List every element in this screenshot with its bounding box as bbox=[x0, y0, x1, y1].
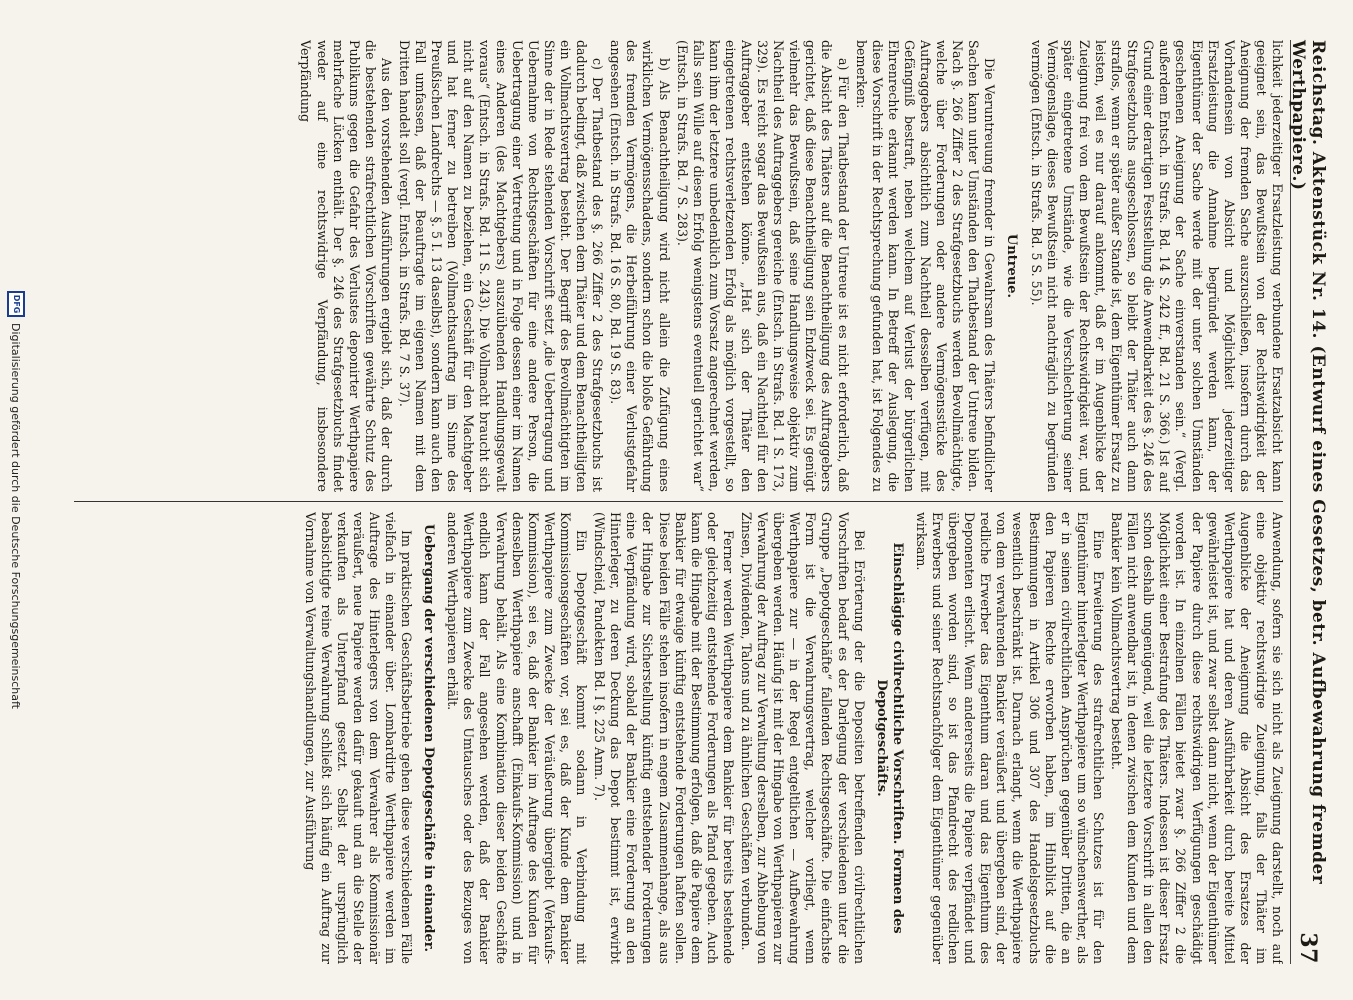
paragraph: Anwendung, sofern sie sich nicht als Zueignung darstellt, noch auf eine objektiv rechtswidrige Zueignung, falls der Thäter im Augenblicke der Aneignung die Absicht des Ersatzes der Werthpapiere hat und deren Ausführbarkeit durch bereite Mittel gewährleistet ist, und zwar selbst dann nicht, wenn der Eigenthümer der Papiere durch diese rechtswidrigen Verfügungen geschädigt worden ist. In einzelnen Fällen bietet zwar §. 266 Ziffer 2 die Möglichkeit einer Bestrafung des Thäters. Indessen ist dieser Ersatz schon deshalb ungenügend, weil die letztere Vorschrift in allen den Fällen nicht anwendbar ist, in denen zwischen dem Kunden und dem Bankier kein Vollmachtsvertrag besteht. bbox=[1109, 512, 1285, 964]
page-header bbox=[1288, 40, 1328, 964]
paragraph: Eine Erweiterung des strafrechtlichen Schutzes ist für den Eigenthümer hinterlegter Werthpapiere um so wünschenswerther, als er in seinen civilrechtlichen Ansprüchen gegenüber Dritten, die an den Papieren Rechte erworben haben, im Hinblick auf die Bestimmungen in Artikel 306 und 307 des Handelsgesetzbuchs wesentlich beschränkt ist. Darnach erlangt, wenn die Werthpapiere von dem verwahrenden Bankier veräußert und übergeben sind, der redliche Erwerber das Eigenthum daran und das Eigenthum des Deponenten erlischt. Wenn andererseits die Papiere verpfändet und übergeben worden sind, so ist das Pfandrecht des redlichen Erwerbers und seiner Rechtsnachfolger dem Eigenthümer gegenüber wirksam. bbox=[913, 512, 1106, 964]
paragraph: Ein Depotgeschäft kommt sodann in Verbindung mit Kommissionsgeschäften vor, sei es, daß der Kunde dem Bankier Werthpapiere zum Zwecke der Veräußerung übergiebt (Verkaufs-Kommission), sei es, daß der Bankier im Auftrage des Kunden für denselben Werthpapiere anschafft (Einkaufs-Kommission) und in Verwahrung behält. Als eine Kombination dieser beiden Geschäfte endlich kann der Fall angesehen werden, daß der Bankier Werthpapiere zum Zwecke des Umtausches oder des Bezuges von anderen Werthpapieren erhält. bbox=[445, 512, 590, 964]
section-heading-untreue: Untreue. bbox=[1004, 233, 1020, 299]
running-title: Reichstag. Aktenstück Nr. 14. (Entwurf eines Gesetzes, betr. Aufbewahrung fremder Werthpapiere.) bbox=[1288, 40, 1328, 885]
paragraph: Bei Erörterung der die Depositen betreffenden civilrechtlichen Vorschriften bedarf es der Darlegung der verschiedenen unter die Gruppe „Depotgeschäfte“ fallenden Rechtsgeschäfte. Die einfachste Form ist die Verwahrungsvertrag, welcher vorliegt, wenn Werthpapiere zur — in der Regel entgeltlichen — Aufbewahrung übergeben werden. Häufig ist mit der Hingabe von Werthpapieren zur Verwahrung der Auftrag zur Verwaltung derselben, zur Abhebung von Zinsen, Dividenden, Talons und zu ähnlichen Geschäften verbunden. bbox=[739, 512, 867, 964]
section-heading-civil: Einschlägige civilrechtliche Vorschriften. Formen des Depotgeschäfts. bbox=[873, 542, 905, 934]
paragraph: lichkeit jederzeitiger Ersatzleistung verbundene Ersatzabsicht kann geeignet sein, das Bewußtsein von der Rechtswidrigkeit der Aneignung der fremden Sache auszuschließen, insofern durch das Vorhandensein von Absicht und Möglichkeit jederzeitiger Ersatzleistung die Annahme begründet werden kann, der Eigenthümer der Sache werde mit der unter solchen Umständen geschehenen Aneignung der Sache einverstanden sein.“ (Vergl. außerdem Entsch. in Strafs. Bd. 14 S. 242 ff., Bd. 21 S. 366.) Ist auf Grund einer derartigen Feststellung die Anwendbarkeit des §. 246 des Strafgesetzbuchs ausgeschlossen, so bleibt der Thäter auch dann straflos, wenn er später außer Stande ist, dem Eigenthümer Ersatz zu leisten, weil es nur darauf ankommt, daß er im Augenblicke der Zueignung frei von dem Bewußtsein der Rechtswidrigkeit war, und später eingetretene Umstände, wie die Verschlechterung seiner Vermögenslage, dieses Bewußtsein nicht nachträglich zu begründen vermögen (Entsch. in Strafs. Bd. 5 S. 55). bbox=[1028, 40, 1285, 492]
credit-text: Digitalisierung gefördert durch die Deutsche Forschungsgemeinschaft bbox=[9, 323, 23, 709]
paragraph: Aus den vorstehenden Ausführungen ergiebt sich, daß der durch die bestehenden strafrechtlichen Vorschriften gewährte Schutz des Publikums gegen die Gefahr des Verlustes deponirter Werthpapiere mehrfache Lücken enthält. Der §. 246 des Strafgesetzbuchs findet weder auf eine rechtswidrige Verpfändung, insbesondere Verpfändung bbox=[298, 40, 394, 492]
paragraph: Im praktischen Geschäftsbetriebe gehen diese verschiedenen Fälle vielfach in einander über. Lombardirte Werthpapiere werden im Auftrage des Hinterlegers von dem Verwahrer als Kommissionär veräußert, neue Papiere werden dafür gekauft und an die Stelle der verkauften als Unterpfand gesetzt. Selbst der ursprünglich beabsichtigte reine Verwahrung schließt sich häufig ein Auftrag zur Vornahme von Verwaltungshandlungen, zur Ausführung bbox=[302, 512, 415, 964]
paragraph: Ferner werden Werthpapiere dem Bankier für bereits bestehende oder gleichzeitig entstehende Forderungen als Pfand gegeben. Auch kann die Hingabe mit der Bestimmung erfolgen, daß die Papiere dem Bankier für etwaige künftig entstehende Forderungen haften sollen. Diese beiden Fälle stehen insofern in engem Zusammenhange, als aus der Hingabe zur Sicherstellung künftig entstehender Forderungen eine Verpfändung wird, sobald der Bankier eine Forderung an den Hinterleger, zu deren Deckung das Depot bestimmt ist, erwirbt (Windscheid, Pandekten Bd. I §. 225 Anm. 7). bbox=[592, 512, 736, 964]
right-column bbox=[70, 512, 1285, 964]
digitization-credit bbox=[4, 0, 28, 1000]
left-column bbox=[70, 40, 1285, 492]
paragraph: b) Als Benachtheiligung wird nicht allein die Zufügung eines wirklichen Vermögensschadens, sondern schon die bloße Gefährdung des fremden Vermögens, die Herbeiführung einer Verlustgefahr angesehen (Entsch. in Strafs. Bd. 16 S. 80, Bd. 19 S. 83). bbox=[608, 40, 672, 492]
page-number: 37 bbox=[1295, 932, 1321, 964]
paragraph: Die Veruntreuung fremder in Gewahrsam des Thäters befindlicher Sachen kann unter Umständen den Thatbestand der Untreue bilden. Nach §. 266 Ziffer 2 des Strafgesetzbuchs werden Bevollmächtigte, welche über Forderungen oder andere Vermögensstücke des Auftraggebers absichtlich zum Nachtheil desselben verfügen, mit Gefängniß bestraft, neben welchem auf Verlust der bürgerlichen Ehrenrechte erkannt werden kann. In Betreff der Auslegung, die diese Vorschrift in der Rechtsprechung gefunden hat, ist Folgendes zu bemerken: bbox=[853, 40, 998, 492]
section-heading-transfer: Uebergang der verschiedenen Depotgeschäfte in einander. bbox=[421, 524, 437, 952]
paragraph: c) Der Thatbestand des §. 266 Ziffer 2 des Strafgesetzbuchs ist dadurch bedingt, daß zwischen dem Thäter und dem Benachtheiligten ein Vollmachtsvertrag besteht. Der Begriff des Bevollmächtigten im Sinne der in Rede stehenden Vorschrift setzt „die Uebertragung und Uebernahme von Rechtsgeschäften für eine andere Person, die Uebertragung einer Vertretung und in Folge dessen einer im Namen eines Anderen (des Machtgebers) auszuübenden Handlungsgewalt voraus“ (Entsch. in Strafs. Bd. 11 S. 243). Die Vollmacht braucht sich nicht auf den Namen zu beziehen, ein Geschäft für den Machtgeber und hat ferner zu betreiben (Vollmachtsauftrag im Sinne des Preußischen Landrechts — §. 5 I. 13 daselbst), sondern kann auch den Fall umfassen, daß der Beauftragte im eigenen Namen mit dem Dritten handelt soll (vergl. Entsch. in Strafs. Bd. 7 S. 37). bbox=[397, 40, 606, 492]
paragraph: a) Für den Thatbestand der Untreue ist es nicht erforderlich, daß die Absicht des Thäters auf die Benachtheiligung des Auftraggebers gerichtet, daß diese Benachtheiligung sein Endzweck sei. Es genügt vielmehr das Bewußtsein, daß seine Handlungsweise objektiv zum Nachtheil des Auftraggebers gereiche (Entsch. in Strafs. Bd. 1 S. 173, 329). Es reicht sogar das Bewußtsein aus, daß ein Nachtheil für den Auftraggeber entstehen könne. „Hat sich der Thäter den eingetretenen rechtsverletzenden Erfolg als möglich vorgestellt, so kann ihm der letztere unbedenklich zum Vorsatz angerechnet werden, falls sein Wille auf diesen Erfolg wenigstens eventuell gerichtet war“ (Entsch. in Strafs. Bd. 7 S. 283). bbox=[674, 40, 851, 492]
column-divider bbox=[74, 501, 1283, 502]
dfg-logo: DFG bbox=[7, 291, 25, 317]
